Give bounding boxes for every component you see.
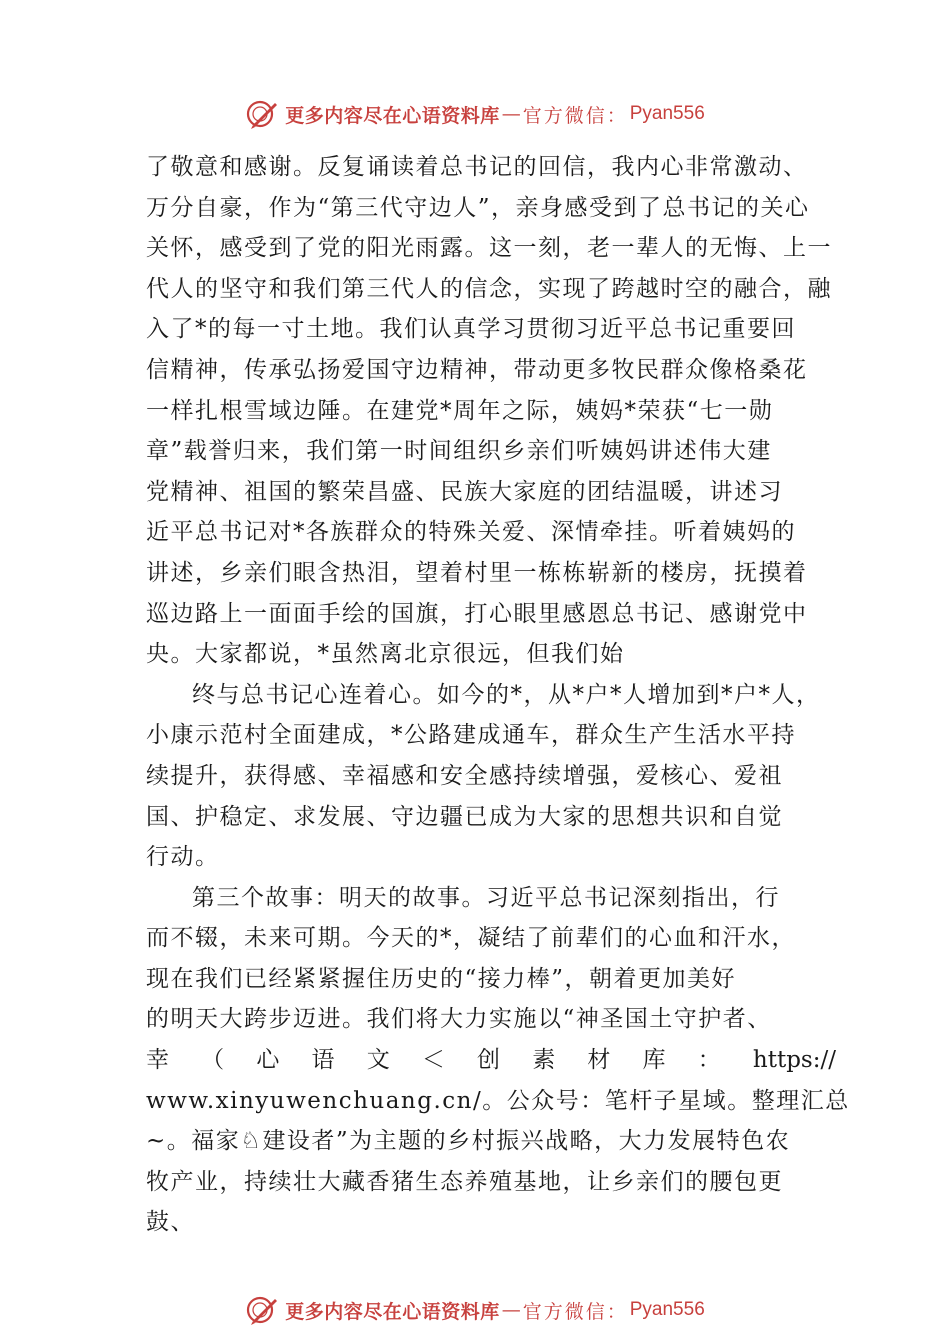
header-watermark-banner xyxy=(0,94,950,134)
spread-char: ： xyxy=(697,1047,721,1074)
header-dash: — xyxy=(501,103,521,125)
footer-official-label: 官方微信： xyxy=(522,1300,628,1323)
body-line: 讲述，乡亲们眼含热泪，望着村里一栋栋崭新的楼房，抚摸着 xyxy=(146,559,808,586)
spread-url-text: https:// xyxy=(752,1047,836,1074)
body-line: 行动。 xyxy=(146,844,220,871)
body-line: ~。福家♘建设者”为主题的乡村振兴战略，大力发展特色农 xyxy=(146,1128,791,1155)
spread-char: 素 xyxy=(532,1047,556,1074)
document-body xyxy=(146,147,850,1243)
spread-char: 材 xyxy=(587,1047,611,1074)
body-line: 国、护稳定、求发展、守边疆已成为大家的思想共识和自觉 xyxy=(146,803,783,830)
body-line: 章”载誉归来，我们第一时间组织乡亲们听姨妈讲述伟大建 xyxy=(146,438,772,465)
body-line: 万分自豪，作为“第三代守边人”，亲身感受到了总书记的关心 xyxy=(146,194,810,221)
paragraph-start-line: 第三个故事：明天的故事。习近平总书记深刻指出，行 xyxy=(192,884,780,911)
spread-char: 创 xyxy=(477,1047,501,1074)
spread-char: 心 xyxy=(256,1047,280,1074)
body-line: www.xinyuwenchuang.cn/。公众号：笔杆子星域。整理汇总 xyxy=(146,1087,850,1114)
header-wechat-id: Pyan556 xyxy=(629,103,705,124)
body-line: 巡边路上一面面手绘的国旗，打心眼里感恩总书记、感谢党中 xyxy=(146,600,808,627)
body-line: 入了*的每一寸土地。我们认真学习贯彻习近平总书记重要回 xyxy=(146,316,796,343)
footer-wechat-id: Pyan556 xyxy=(629,1299,705,1320)
spread-char: 幸 xyxy=(146,1047,169,1074)
body-line: 一样扎根雪域边陲。在建党*周年之际，姨妈*荣获“七一勋 xyxy=(146,397,774,424)
pen-seal-logo-icon xyxy=(245,97,279,131)
header-official-label: 官方微信： xyxy=(522,104,628,127)
body-line: 央。大家都说，*虽然离北京很远，但我们始 xyxy=(146,641,625,668)
spread-char: （ xyxy=(201,1047,225,1074)
spread-char: 语 xyxy=(311,1047,335,1074)
body-line: 而不辍，未来可期。今天的*，凝结了前辈们的心血和汗水， xyxy=(146,925,796,952)
body-line: 小康示范村全面建成，*公路建成通车，群众生产生活水平持 xyxy=(146,722,796,749)
body-line: 党精神、祖国的繁荣昌盛、民族大家庭的团结温暖，讲述习 xyxy=(146,478,783,505)
body-line: 代人的坚守和我们第三代人的信念，实现了跨越时空的融合，融 xyxy=(146,275,832,302)
justified-url-line xyxy=(146,1040,836,1081)
spread-char: 库 xyxy=(642,1047,666,1074)
footer-brand-text: 更多内容尽在心语资料库 xyxy=(285,1300,500,1323)
body-line: 关怀，感受到了党的阳光雨露。这一刻，老一辈人的无悔、上一 xyxy=(146,235,832,262)
spread-char: ＜ xyxy=(421,1047,445,1074)
body-line: 牧产业，持续壮大藏香猪生态养殖基地，让乡亲们的腰包更 xyxy=(146,1168,783,1195)
footer-watermark-banner xyxy=(0,1290,950,1330)
body-line: 近平总书记对*各族群众的特殊关爱、深情牵挂。听着姨妈的 xyxy=(146,519,796,546)
body-line: 了敬意和感谢。反复诵读着总书记的回信，我内心非常激动、 xyxy=(146,154,808,180)
body-line: 鼓、 xyxy=(146,1209,195,1236)
header-brand-text: 更多内容尽在心语资料库 xyxy=(285,104,500,127)
body-line: 现在我们已经紧紧握住历史的“接力棒”，朝着更加美好 xyxy=(146,965,737,992)
pen-seal-logo-icon xyxy=(245,1293,279,1327)
footer-dash: — xyxy=(501,1299,521,1321)
paragraph-start-line: 终与总书记心连着心。如今的*，从*户*人增加到*户*人， xyxy=(192,681,821,708)
body-line: 信精神，传承弘扬爱国守边精神，带动更多牧民群众像格桑花 xyxy=(146,356,808,383)
body-line: 续提升，获得感、幸福感和安全感持续增强，爱核心、爱祖 xyxy=(146,762,783,789)
body-line: 的明天大跨步迈进。我们将大力实施以“神圣国土守护者、 xyxy=(146,1006,772,1033)
spread-char: 文 xyxy=(366,1047,390,1074)
